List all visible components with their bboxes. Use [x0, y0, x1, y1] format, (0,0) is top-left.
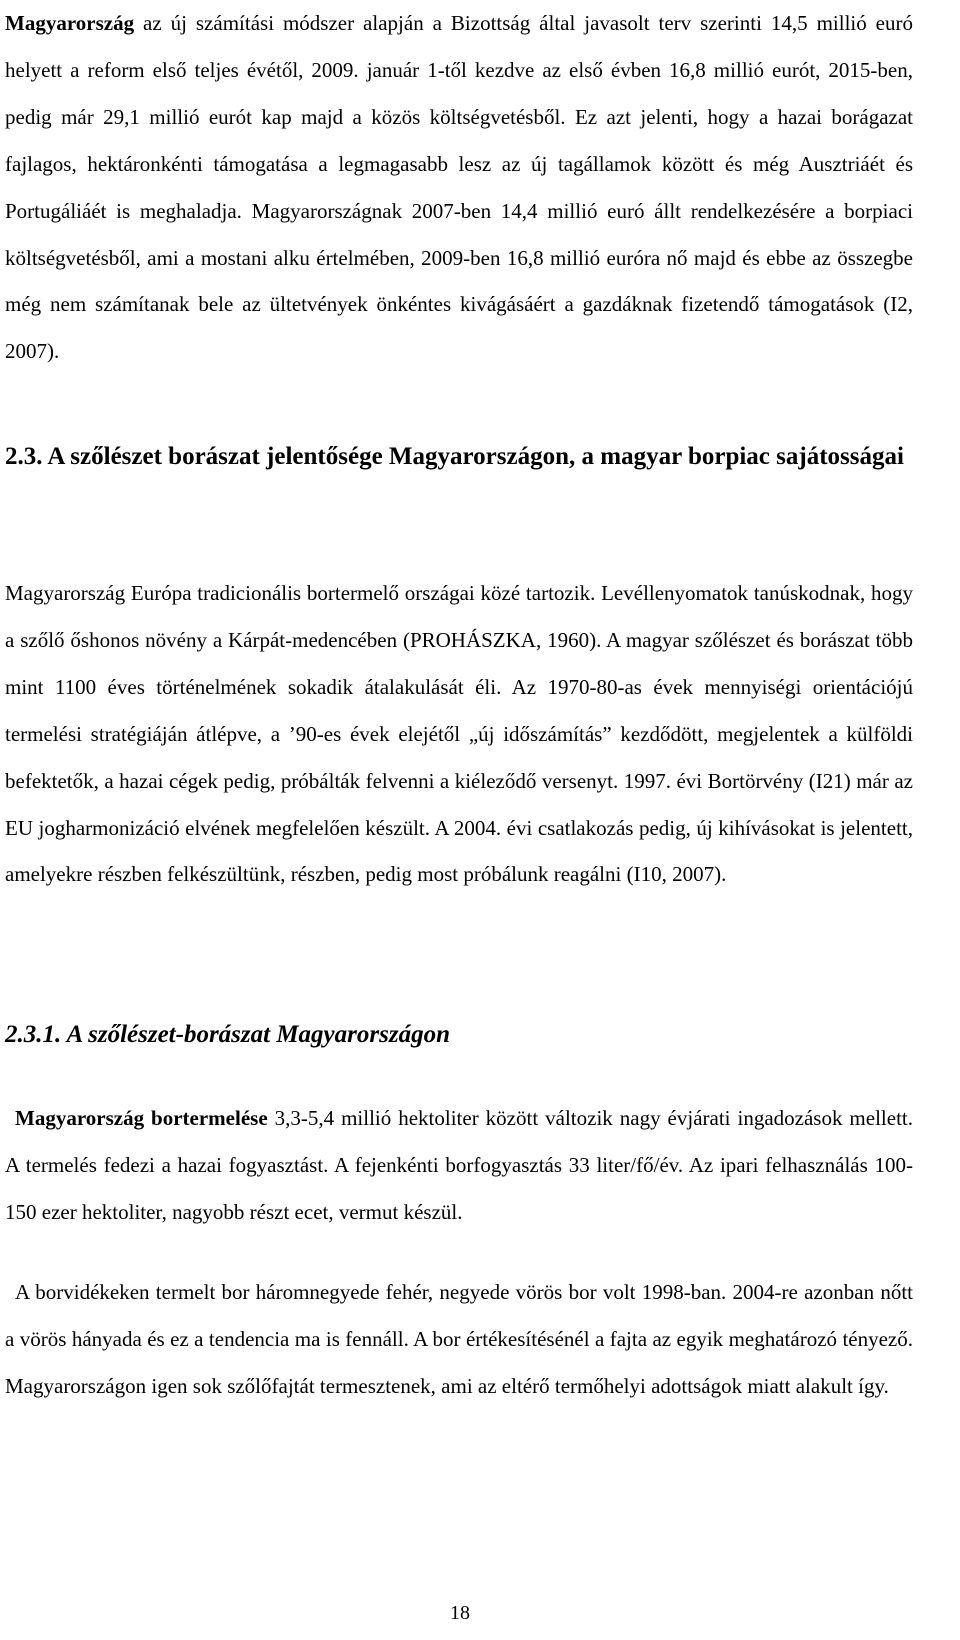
paragraph-wine-regions [5, 1269, 913, 1410]
paragraph-text: Magyarország Európa tradicionális bortermelő országai közé tartozik. Levéllenyomatok tanúskodnak, hogy a szőlő őshonos növény a Kárpát-medencében (PROHÁSZKA, 1960). A magyar szőlészet és borászat több mint 1100 éves történelmének sokadik átalakulását éli. Az 1970-80-as évek mennyiségi orientációjú termelési stratégiáján átlépve, a ’90-es évek elejétől „új időszámítás” kezdődött, megjelentek a külföldi befektetők, a hazai cégek pedig, próbálták felvenni a kiéleződő versenyt. 1997. évi Bortörvény (I21) már az EU jogharmonizáció elvének megfelelően készült. A 2004. évi csatlakozás pedig, új kihívásokat is jelentett, amelyekre részben felkészültünk, részben, pedig most próbálunk reagálni (I10, 2007). [5, 581, 913, 887]
page-number: 18 [450, 1602, 470, 1624]
section-heading-2-3-1: 2.3.1. A szőlészet-borászat Magyarországon [5, 1021, 450, 1048]
paragraph-eu-budget [5, 0, 913, 375]
paragraph-text: 3,3-5,4 millió hektoliter között változik nagy évjárati ingadozások mellett. A termelés fedezi a hazai fogyasztást. A fejenkénti borfogyasztás 33 liter/fő/év. Az ipari felhasználás 100-150 ezer hektoliter, nagyobb részt ecet, vermut készül. [5, 1106, 913, 1224]
paragraph-bold-lead: Magyarország [5, 11, 135, 35]
section-heading-2-3: 2.3. A szőlészet borászat jelentősége Magyarországon, a magyar borpiac sajátosságai [5, 443, 904, 470]
paragraph-text: A borvidékeken termelt bor háromnegyede fehér, negyede vörös bor volt 1998-ban. 2004-re azonban nőtt a vörös hányada és ez a tendencia ma is fennáll. A bor értékesítésénél a fajta az egyik meghatározó tényező. Magyarországon igen sok szőlőfajtát termesztenek, ami az eltérő termőhelyi adottságok miatt alakult így. [5, 1280, 913, 1398]
paragraph-tradition [5, 570, 913, 898]
paragraph-wine-production [5, 1095, 913, 1236]
paragraph-text: az új számítási módszer alapján a Bizottság által javasolt terv szerinti 14,5 millió euró helyett a reform első teljes évétől, 2009. január 1-től kezdve az első évben 16,8 millió eurót, 2015-ben, pedig már 29,1 millió eurót kap majd a közös költségvetésből. Ez azt jelenti, hogy a hazai borágazat fajlagos, hektáronkénti támogatása a legmagasabb lesz az új tagállamok között és még Ausztriáét és Portugáliáét is meghaladja. Magyarországnak 2007-ben 14,4 millió euró állt rendelkezésére a borpiaci költségvetésből, ami a mostani alku értelmében, 2009-ben 16,8 millió euróra nő majd és ebbe az összegbe még nem számítanak bele az ültetvények önkéntes kivágásáért a gazdáknak fizetendő támogatások (I2, 2007). [5, 11, 913, 364]
paragraph-bold-lead: Magyarország bortermelése [15, 1106, 268, 1130]
